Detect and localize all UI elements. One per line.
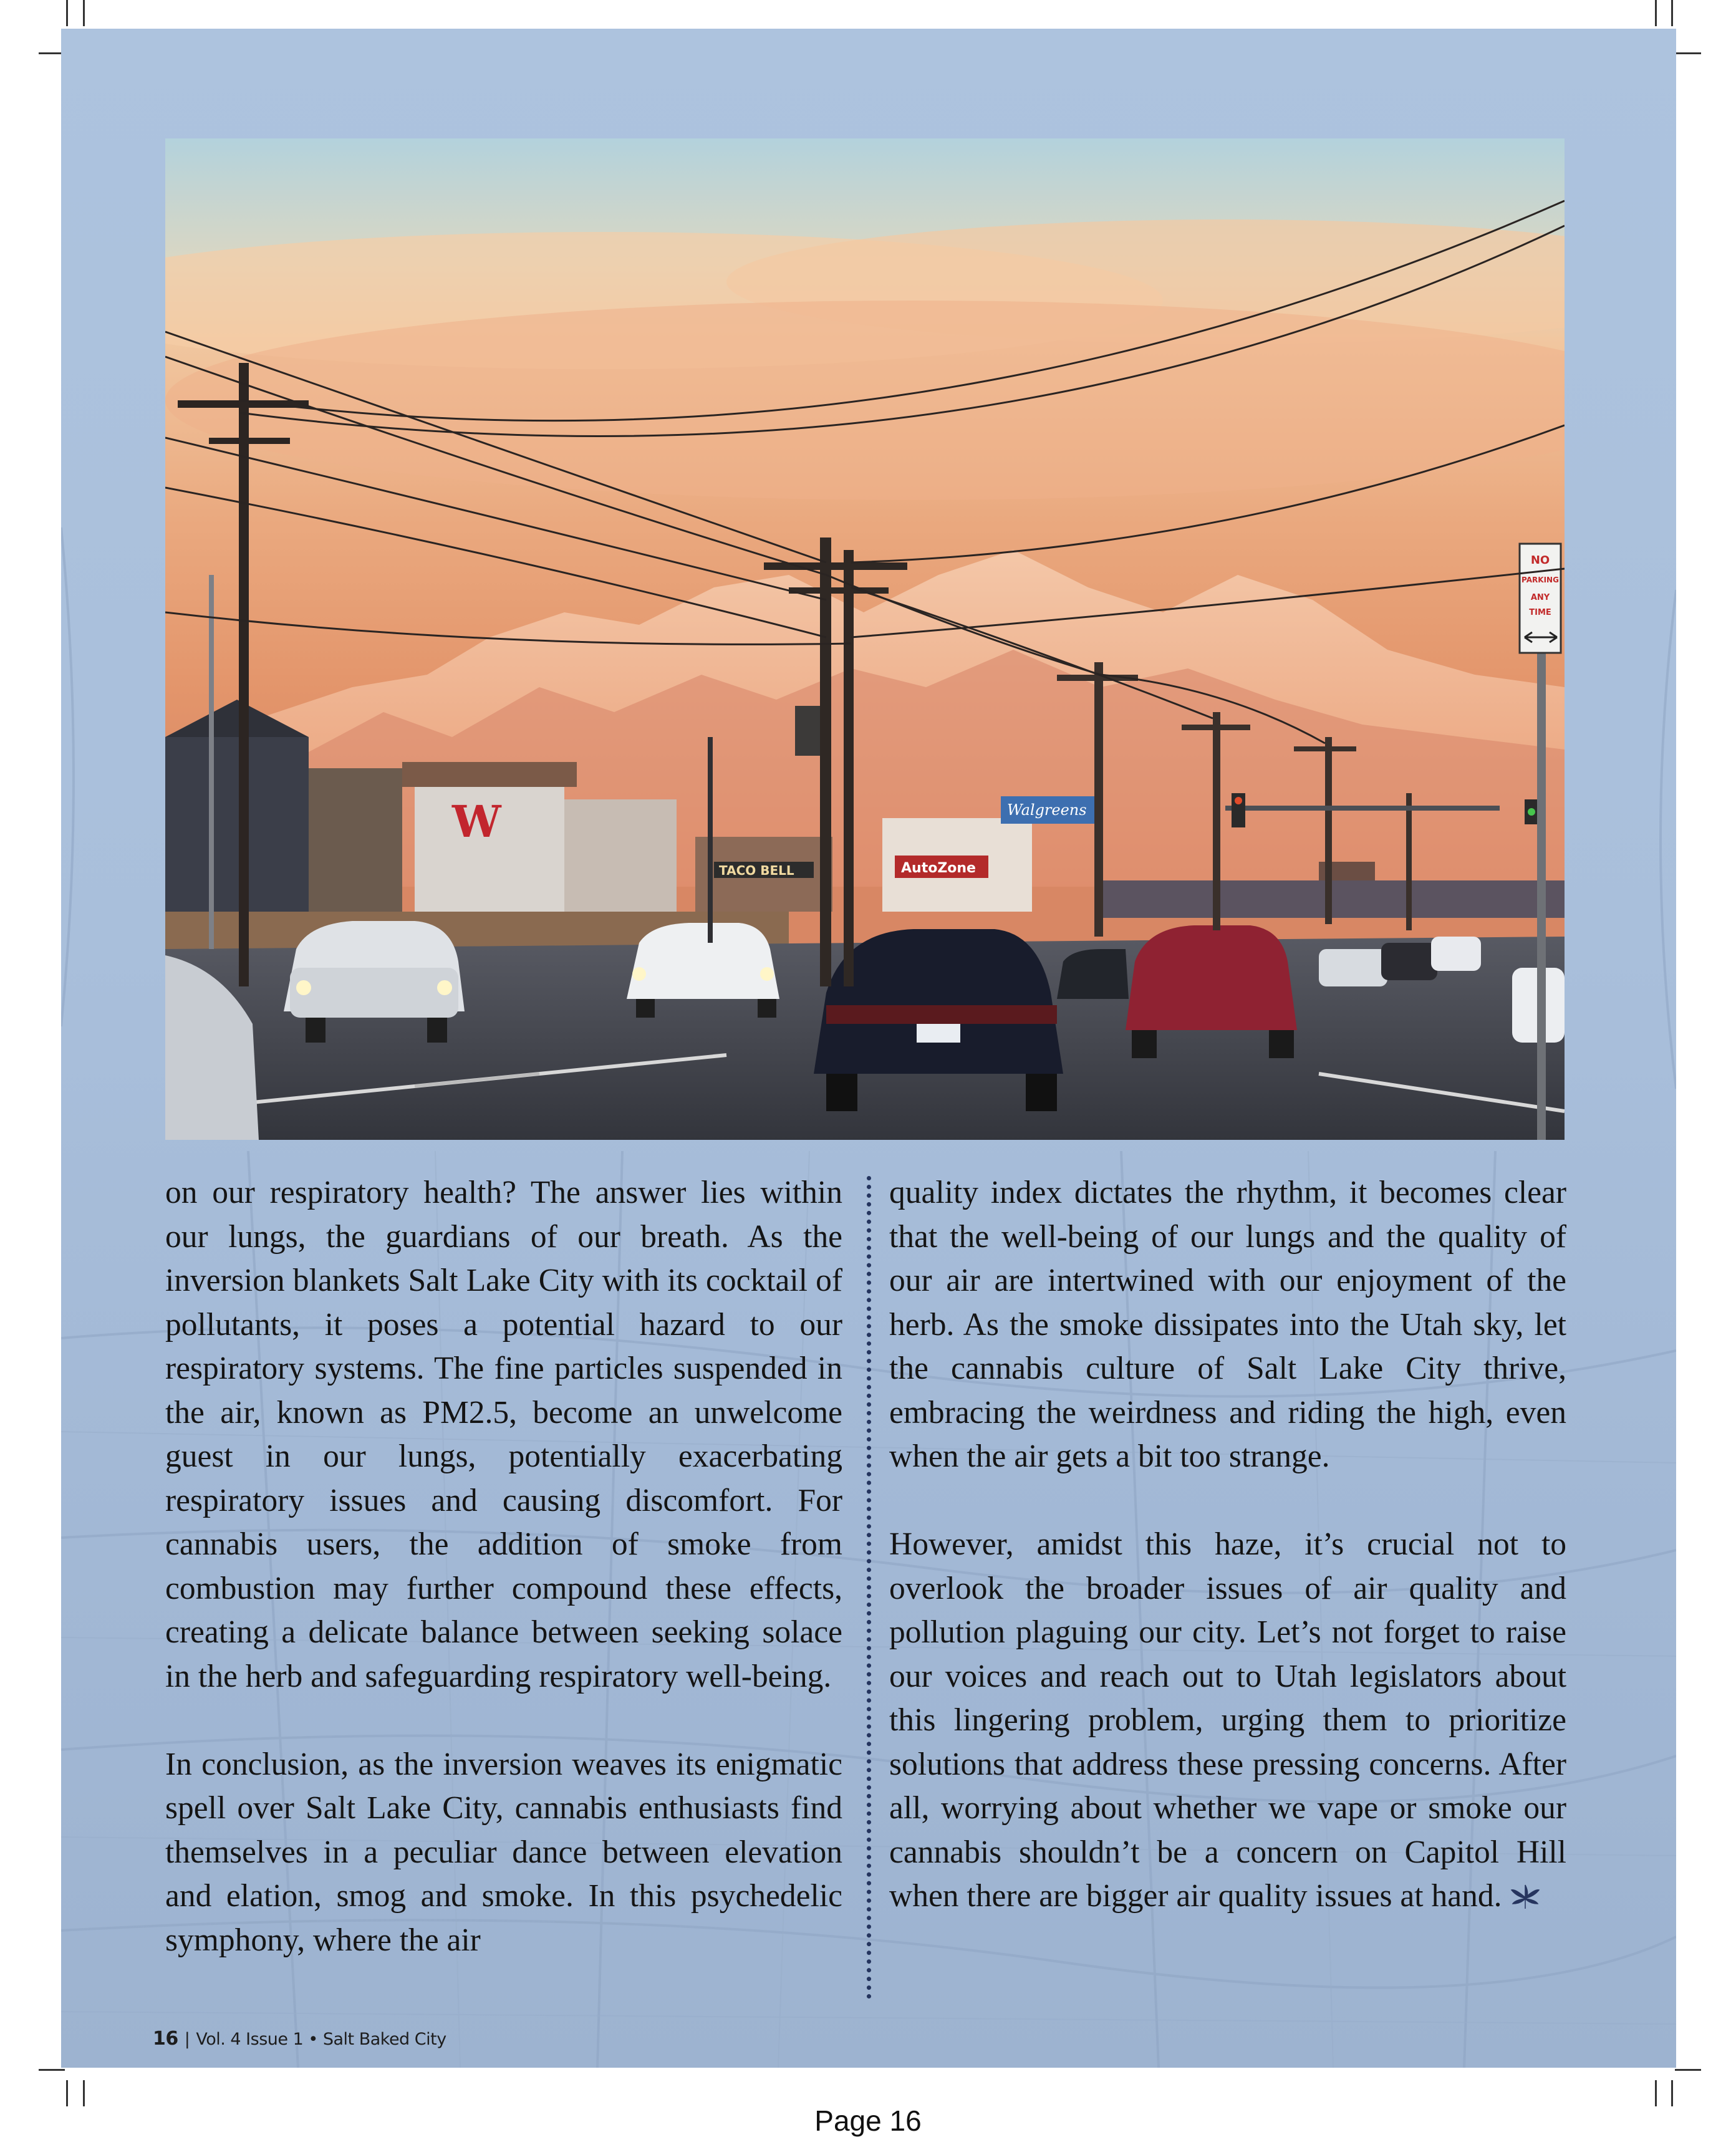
street-inversion-photo xyxy=(165,138,1565,1140)
paragraph: In conclusion, as the inversion weaves its enigmatic spell over Salt Lake City, cannabis enthusiasts find themselves in a peculiar dance between elevation and elation, smog and smoke. In this psychedelic symphony, where the air xyxy=(165,1746,842,1958)
crop-mark xyxy=(1675,52,1701,54)
crop-mark xyxy=(39,2069,65,2071)
crop-mark xyxy=(66,2080,68,2106)
folio-separator: | xyxy=(184,2030,190,2049)
sign-line: NO xyxy=(1530,554,1550,567)
crop-mark xyxy=(66,0,68,26)
crop-mark xyxy=(83,2080,85,2106)
sign-line: ANY xyxy=(1530,593,1550,602)
crop-mark xyxy=(1671,2080,1673,2106)
paragraph: on our respiratory health? The answer lies within our lungs, the guardians of our breath. As the inversion blankets Salt Lake City with its cocktail of pollutants, it poses a potential hazard to our respiratory systems. The fine particles suspended in the air, known as PM2.5, become an unwelcome guest in our lungs, potentially exacerbating respiratory issues and causing discomfort. For cannabis users, the addition of smoke from combustion may further compound these effects, creating a delicate balance between seeking solace in the herb and safeguarding respiratory well-being. xyxy=(165,1175,842,1694)
paragraph: quality index dictates the rhythm, it becomes clear that the well-being of our lungs and the quality of our air are intertwined with our enjoyment of the herb. As the smoke dissipates into the Utah sky, let the cannabis culture of Salt Lake City thrive, embracing the weirdness and riding the high, even when the air gets a bit too strange. xyxy=(889,1175,1566,1474)
taco-bell-sign: TACO BELL xyxy=(719,863,794,878)
svg-text:W: W xyxy=(452,796,501,847)
sign-line: TIME xyxy=(1529,608,1551,617)
column-divider xyxy=(867,1176,871,1999)
page-folio xyxy=(153,2028,446,2050)
walgreens-sign: Walgreens xyxy=(1007,801,1087,819)
crop-mark xyxy=(1655,2080,1657,2106)
paragraph-text: However, amidst this haze, it’s crucial not to overlook the broader issues of air quality and pollution plaguing our city. Let’s not forget to raise our voices and reach out to Utah legislators about this lingering problem, urging them to prioritize solutions that address these pressing concerns. After all, worrying about whether we vape or smoke our cannabis shouldn’t be a concern on Capitol Hill when there are bigger air quality issues at hand. xyxy=(889,1526,1566,1914)
autozone-sign: AutoZone xyxy=(901,861,976,876)
crop-mark xyxy=(1671,0,1673,26)
page-number: 16 xyxy=(153,2028,178,2050)
crop-mark xyxy=(1655,0,1657,26)
crop-mark xyxy=(1675,2069,1701,2071)
cannabis-leaf-icon xyxy=(1510,1878,1540,1922)
article-column-left xyxy=(165,1171,842,1962)
issue-info: Vol. 4 Issue 1 • Salt Baked City xyxy=(196,2030,446,2049)
sign-line: PARKING xyxy=(1521,576,1559,584)
article-column-right xyxy=(889,1171,1566,1922)
page-label: Page 16 xyxy=(814,2104,922,2137)
crop-mark xyxy=(83,0,85,26)
paragraph xyxy=(889,1523,1566,1922)
